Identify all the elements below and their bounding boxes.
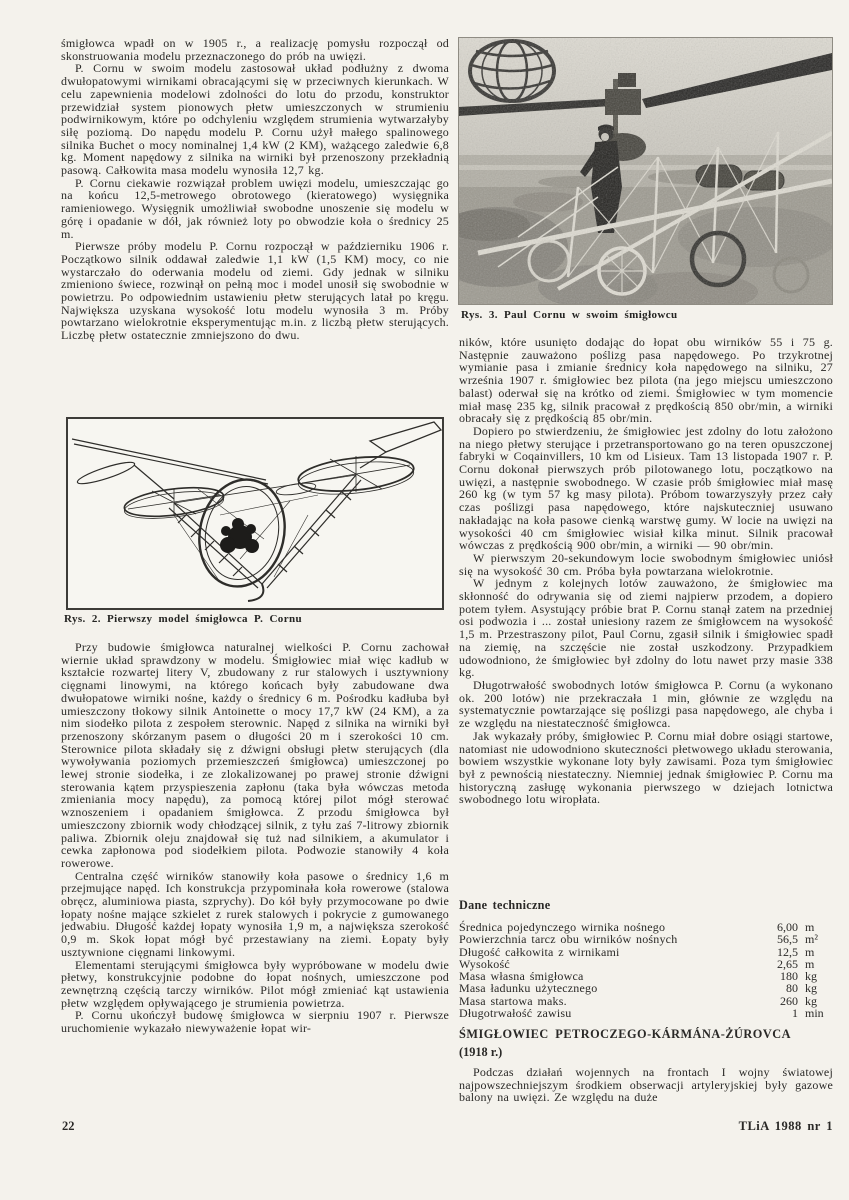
- document-paragraph: ników, które usunięto dodając do łopat obu wirników 55 i 75 g. Następnie zauważono poślizg pasa napędowego. Po trzykrotnej wymianie pasa i zmianie średnicy koła napędowego na silniku, 27 września 1907 r. śmigłowiec bez pilota (na jego miejscu umieszczono balast) oderwał się na krótko od ziemi. Śmigłowiec w tym momencie miał masę 235 kg, silnik pracował z prędkością 850 obr/min, a wirniki obracały się z prędkością 85 obr/min.: [459, 336, 833, 426]
- document-paragraph: W pierwszym 20-sekundowym locie swobodnym śmigłowiec uniósł się na wysokość 30 cm. Próba była powtarzana wielokrotnie.: [459, 550, 833, 578]
- tech-value: 260: [780, 993, 798, 1008]
- tech-unit: m²: [805, 932, 818, 947]
- tech-unit: m: [805, 920, 815, 934]
- tech-label: Średnica pojedynczego wirnika nośnego: [459, 920, 666, 934]
- tech-unit: m: [805, 956, 815, 971]
- tech-unit: kg: [805, 993, 817, 1008]
- page-number: 22: [62, 1119, 75, 1133]
- document-paragraph: śmigłowca wpadł on w 1905 r., a realizację pomysłu rozpoczął od skonstruowania modelu przeznaczonego do prób na uwięzi.: [61, 37, 449, 63]
- left-column-bottom-text: [61, 641, 449, 1109]
- document-paragraph: P. Cornu w swoim modelu zastosował układ podłużny z dwoma dwułopatowymi wirnikami obracającymi się w przeciwnych kierunkach. W celu zapewnienia modelowi zdolności do lotu do przodu, konstruktor przewidział system pionowych płetw umieszczonych w strumieniu podwirnikowym, które po odchyleniu względem strumienia wytwarzałyby siłę poziomą. Do napędu modelu P. Cornu użył małego spalinowego silnika Buchet o mocy nominalnej 1,4 kW (2 KM), ważącego zaledwie 6,8 kg. Moment napędowy z silnika na wirniki był przenoszony przekładnią pasową. Całkowita masa modelu wynosiła 12,7 kg.: [61, 61, 449, 178]
- document-paragraph: W jednym z kolejnych lotów zauważono, że śmigłowiec ma skłonność do odrywania się od ziemi najpierw przodem, a dopiero potem tyłem. Asystujący próbie brat P. Cornu stanął zatem na przedniej osi podwozia i ... został uniesiony razem ze śmigłowcem na wysokość 1,5 m. Przestraszony pilot, Paul Cornu, zgasił silnik i śmigłowiec spadł na ziemię, na szczęście nie został uszkodzony. Przypadkiem udowodniono, że śmigłowiec był zdolny do lotu nawet przy masie 338 kg.: [459, 576, 833, 680]
- tech-value: 12,5: [777, 944, 798, 959]
- tech-unit: min: [805, 1006, 824, 1021]
- right-column-text: [459, 336, 833, 889]
- tech-value: 56,5: [777, 932, 798, 947]
- tech-value: 80: [786, 981, 798, 996]
- tech-value: 6,00: [777, 920, 798, 934]
- figure-2-model-drawing: [66, 417, 444, 610]
- document-paragraph: Przy budowie śmigłowca naturalnej wielkości P. Cornu zachował wiernie układ sprawdzony w modelu. Śmigłowiec miał więc kadłub w kształcie rozwartej litery V, zbudowany z rur stalowych i usztywniony cięgnami linowymi, na którego końcach były zabudowane dwa dwułopatowe wirniki nośne, każdy o średnicy 6 m. Pośrodku kadłuba był umieszczony tłokowy silnik Antoinette o mocy 17,7 kW (24 KM), a za nim siodełko pilota z zespołem sterownic. Napęd z silnika na wirniki był przenoszony skórzanym pasem o długości 20 m i szerokości 10 cm. Sterownice pilota składały się z dźwigni obsługi płetw sterujących (dla wywoływania poziomych przemieszczeń śmigłowca) umieszczonej po lewej stronie siodełka, i ze zlokalizowanej po prawej stronie dźwigni sterowania kątem przyspieszenia zapłonu (taka była wówczas metoda zmieniania mocy napędu), za pomocą której pilot mógł sterować wznoszeniem i opadaniem śmigłowca. Z przodu śmigłowca był umieszczony zbiornik wody chłodzącej silnik, z tyłu zaś 7-litrowy zbiornik paliwa. Zbiornik oleju znajdował się tuż nad silnikiem, a akumulator i cewka zapłonowa pod siodełkiem pilota. Podwozie stanowiły 4 koła rowerowe.: [61, 641, 449, 870]
- tech-table-row: [459, 982, 833, 994]
- tech-unit: kg: [805, 969, 817, 984]
- tech-label: Powierzchnia tarcz obu wirników nośnych: [459, 932, 678, 947]
- tech-label: Długotrwałość zawisu: [459, 1006, 572, 1021]
- model-helicopter-sketch: [68, 419, 442, 608]
- document-paragraph: Centralna część wirników stanowiły koła pasowe o średnicy 1,6 m przejmujące napęd. Ich konstrukcja przypominała koła rowerowe (stalowa obręcz, aluminiowa piasta, szprychy). Do kół były przymocowane po dwie łopaty nośne mające szkielet z rurek stalowych i pokrycie z gumowanego jedwabiu. Długość każdej łopaty wynosiła 1,9 m, a największa szerokość 0,9 m. Skok łopat mógł być przestawiany na ziemi. Łopaty były usztywnione cięgnami linkowymi.: [61, 868, 449, 959]
- figure-3-caption: Rys. 3. Paul Cornu w swoim śmigłowcu: [461, 309, 678, 321]
- tech-data-heading: Dane techniczne: [459, 898, 551, 912]
- tech-label: Wysokość: [459, 956, 510, 971]
- document-paragraph: Pierwsze próby modelu P. Cornu rozpoczął w październiku 1906 r. Początkowo silnik oddawał zaledwie 1,1 kW (1,5 KM) mocy, co nie wystarczało do oderwania modelu od ziemi. Gdy jednak w silniku zmieniono świece, rozwinął on pełną moc i model unosił się swobodnie w powietrzu. Po odpowiednim ustawieniu płetw sterujących latał po kręgu. Największa uzyskana wysokość lotu modelu wynosiła 3 m. Próby powtarzano wielokrotnie eksperymentując m.in. z liczbą płetw sterujących. Liczbę płetw ostatecznie zmniejszono do dwu.: [61, 239, 449, 343]
- tech-label: Masa startowa maks.: [459, 993, 567, 1008]
- tech-unit: m: [805, 944, 815, 959]
- tech-table-row: [459, 1007, 833, 1019]
- document-paragraph: Dopiero po stwierdzeniu, że śmigłowiec jest zdolny do lotu założono na niego płetwy sterujące i przetransportowano go na teren opuszczonej fabryki w Coqainvillers, 10 km od Lisieux. Tam 13 listopada 1907 r. P. Cornu dokonał pierwszych prób pilotowanego lotu, początkowo na uwięzi, a następnie swobodnego. W czasie prób śmigłowiec miał masę 260 kg (w tym 57 kg masy pilota). Próbom towarzyszyły przez cały czas poślizgi pasa napędowego, które najskuteczniej usuwano nakładając na koła pasowe cienką warstwę gumy. W locie na uwięzi na wysokości 40 cm śmigłowiec wisiał kilka minut. Silnik pracował wówczas z prędkością 900 obr/min, a wirniki — 90 obr/min.: [459, 423, 833, 553]
- left-column-top-text: [61, 37, 449, 418]
- document-paragraph: Długotrwałość swobodnych lotów śmigłowca P. Cornu (a wykonano ok. 200 lotów) nie przekraczała 1 min, głównie ze względu na systematycznie powtarzające się poślizgi pasa napędowego, ale chyba i ze względu na niestateczność śmigłowca.: [459, 677, 833, 731]
- document-paragraph: Jak wykazały próby, śmigłowiec P. Cornu miał dobre osiągi startowe, natomiast nie udowodniono skuteczności płetwowego układu sterowania, bowiem wszystkie wykonane loty były zawisami. Poza tym śmigłowiec był z pewnością niestateczny. Niemniej jednak śmigłowiec P. Cornu ma historyczną zasługę wykonania pierwszego w dziejach lotnictwa swobodnego lotu wiropłata.: [459, 728, 833, 807]
- document-paragraph: P. Cornu ciekawie rozwiązał problem uwięzi modelu, umieszczając go na końcu 12,5-metrowego obrotowego (kieratowego) wysięgnika ramieniowego. Wysięgnik umożliwiał swobodne unoszenie się modelu w górę i opadanie w dół, jak również loty po obwodzie koła o średnicy 25 m.: [61, 175, 449, 241]
- tech-value: 180: [780, 969, 798, 984]
- section-subtitle: (1918 r.): [459, 1045, 503, 1059]
- next-section-heading: [459, 1027, 833, 1060]
- tech-label: Długość całkowita z wirnikami: [459, 944, 620, 959]
- tech-unit: kg: [805, 981, 817, 996]
- section-title: ŚMIGŁOWIEC PETROCZEGO-KÁRMÁNA-ŻÚROVCA: [459, 1027, 792, 1041]
- engine-blob: [220, 518, 259, 553]
- journal-issue-label: TLiA 1988 nr 1: [738, 1119, 833, 1133]
- tech-label: Masa ładunku użytecznego: [459, 981, 598, 996]
- next-section-intro: [459, 1066, 833, 1108]
- document-paragraph: Podczas działań wojennych na frontach I wojny światowej najpowszechniejszym środkiem obserwacji artyleryjskiej były gazowe balony na uwięzi. Ze względu na duże: [459, 1066, 833, 1105]
- tech-value: 2,65: [777, 956, 798, 971]
- tech-label: Masa własna śmigłowca: [459, 969, 584, 984]
- tech-data-table: [459, 921, 833, 1019]
- document-paragraph: Elementami sterującymi śmigłowca były wypróbowane w modelu dwie płetwy, konstrukcyjnie podobne do łopat nośnych, umieszczone pod zewnętrzną częścią tarczy wirników. Pilot mógł zmieniać kąt ustawienia płetw względem opływającego je strumienia powietrza.: [61, 957, 449, 1010]
- paul-cornu-helicopter-photo: [458, 37, 833, 305]
- figure-2-caption: Rys. 2. Pierwszy model śmigłowca P. Cornu: [64, 613, 303, 625]
- document-paragraph: P. Cornu ukończył budowę śmigłowca w sierpniu 1907 r. Pierwsze uruchomienie wykazało niewyważenie łopat wir-: [61, 1008, 449, 1036]
- tech-table-row: [459, 933, 833, 945]
- figure-3-photograph: [458, 37, 833, 305]
- tech-value: 1: [792, 1006, 798, 1021]
